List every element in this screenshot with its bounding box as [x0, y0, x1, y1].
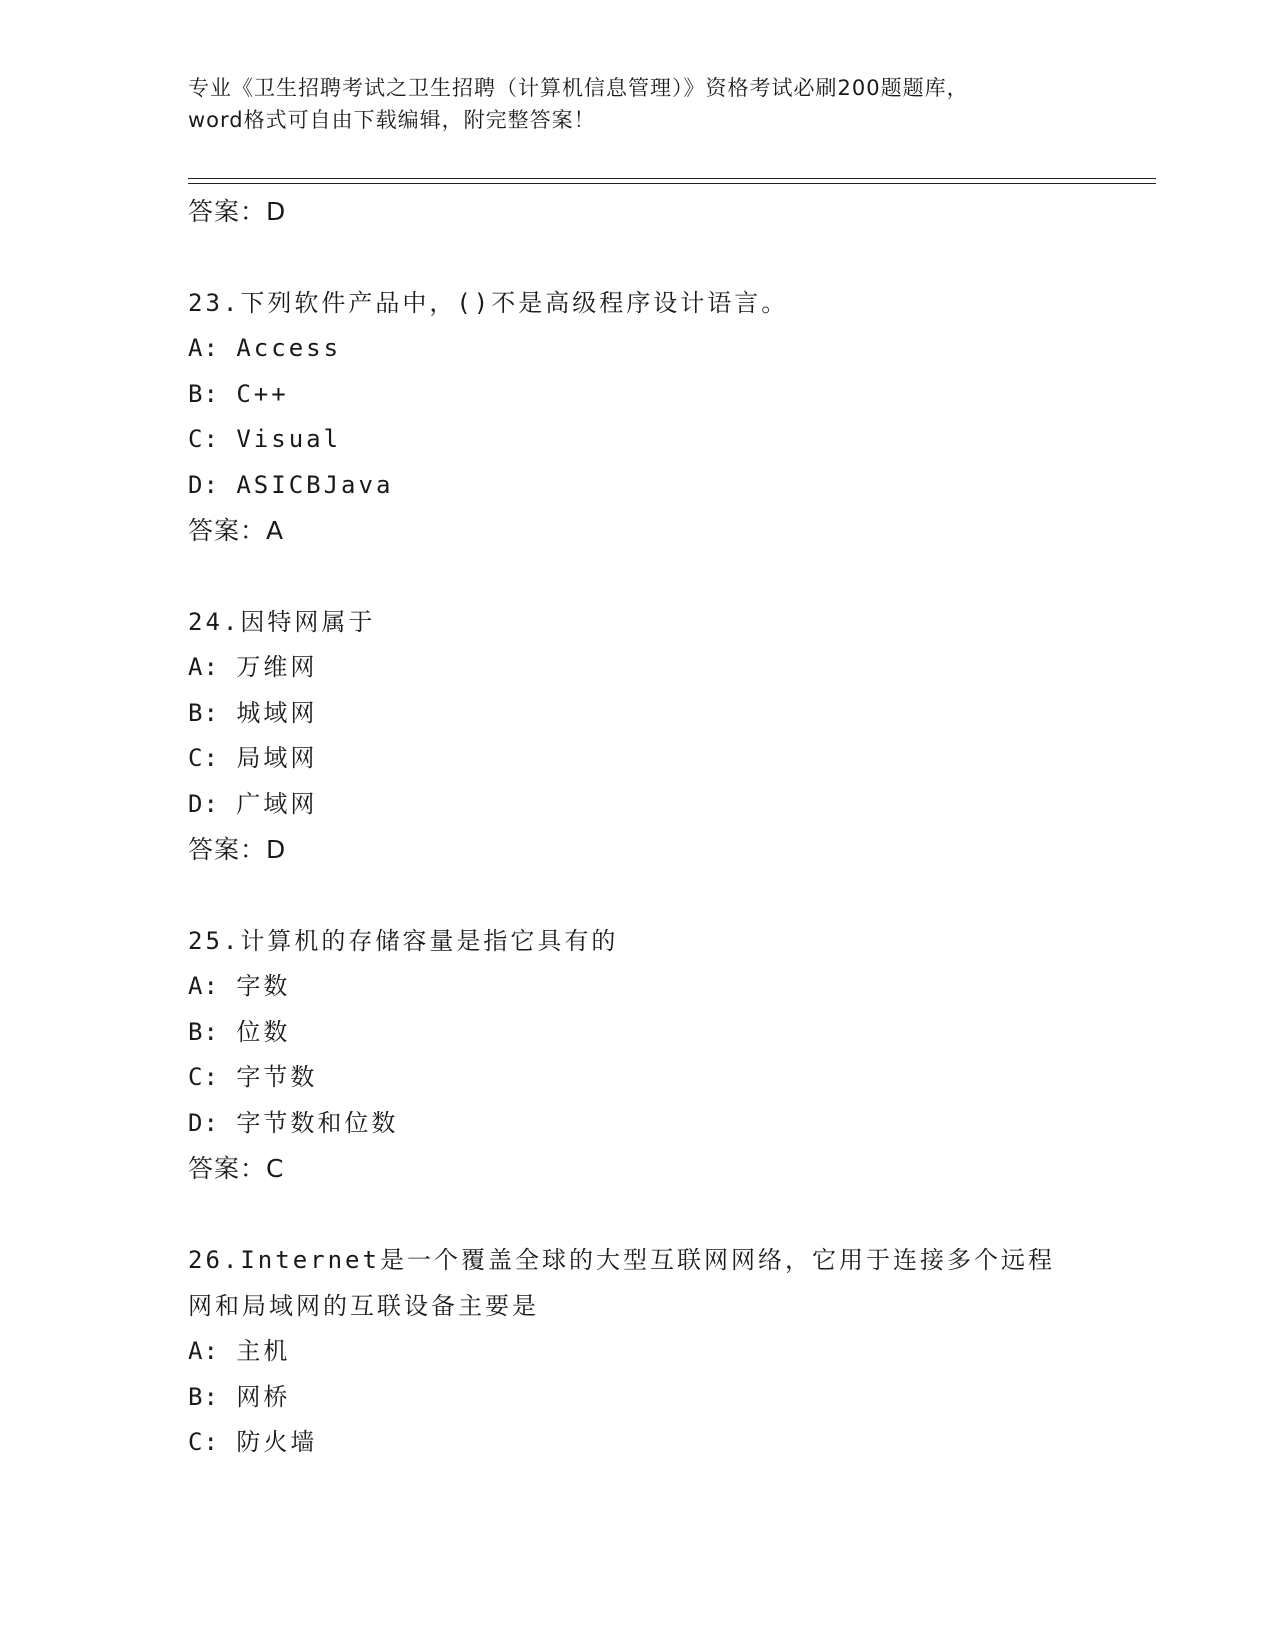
option-text: C++	[236, 379, 289, 408]
option-text: Access	[236, 334, 342, 362]
previous-answer: 答案：D	[188, 197, 287, 226]
option-letter: B:	[188, 1017, 219, 1046]
answer-line: 答案：D	[188, 835, 287, 864]
option-letter: A:	[188, 972, 219, 1000]
option-text: 位数	[236, 1017, 291, 1046]
question-text-line1: 26.Internet是一个覆盖全球的大型互联网网络，它用于连接多个远程	[188, 1246, 1055, 1274]
option-a	[188, 645, 1156, 691]
option-text: ASICBJava	[236, 470, 394, 499]
option-letter: D:	[188, 470, 219, 499]
answer-line: 答案：A	[188, 516, 285, 545]
question-text: 24.因特网属于	[188, 608, 376, 636]
option-letter: A:	[188, 653, 219, 681]
option-letter: D:	[188, 1108, 219, 1137]
option-text: 字节数和位数	[236, 1108, 399, 1137]
header-title-line1: 专业《卫生招聘考试之卫生招聘（计算机信息管理）》资格考试必刷200题题库，	[188, 76, 969, 100]
option-b	[188, 372, 1156, 418]
option-text: 网桥	[236, 1382, 291, 1411]
option-text: 局域网	[236, 744, 318, 772]
question-item	[188, 280, 1156, 554]
option-letter: B:	[188, 379, 219, 408]
option-text: Visual	[236, 425, 342, 453]
option-text: 广域网	[236, 789, 318, 818]
option-text: 城域网	[236, 698, 318, 727]
option-d	[188, 463, 1156, 509]
option-a	[188, 1329, 1156, 1375]
option-text: 主机	[236, 1337, 291, 1365]
option-b	[188, 1375, 1156, 1421]
option-letter: C:	[188, 1063, 219, 1091]
question-text: 23.下列软件产品中，()不是高级程序设计语言。	[188, 289, 789, 317]
option-letter: B:	[188, 698, 219, 727]
option-letter: A:	[188, 1337, 219, 1365]
header-divider-top	[188, 178, 1156, 179]
option-letter: C:	[188, 744, 219, 772]
option-letter: C:	[188, 425, 219, 453]
option-text: 字节数	[236, 1063, 318, 1091]
option-c	[188, 417, 1156, 463]
option-b	[188, 1010, 1156, 1056]
question-text-line2: 网和局域网的互联设备主要是	[188, 1292, 539, 1320]
option-text: 防火墙	[236, 1428, 318, 1456]
question-item	[188, 1237, 1156, 1466]
question-item	[188, 918, 1156, 1192]
question-item	[188, 599, 1156, 873]
option-letter: A:	[188, 334, 219, 362]
option-letter: D:	[188, 789, 219, 818]
option-letter: C:	[188, 1428, 219, 1456]
answer-line: 答案：C	[188, 1154, 285, 1183]
question-list	[188, 189, 1156, 1466]
option-text: 万维网	[236, 653, 318, 681]
option-c	[188, 1055, 1156, 1101]
option-c	[188, 1420, 1156, 1466]
option-a	[188, 326, 1156, 372]
document-header	[188, 72, 1088, 136]
option-text: 字数	[236, 972, 291, 1000]
header-divider-bottom	[188, 183, 1156, 184]
option-d	[188, 1101, 1156, 1147]
option-b	[188, 691, 1156, 737]
option-d	[188, 782, 1156, 828]
header-title-line2: word格式可自由下载编辑，附完整答案！	[188, 108, 596, 132]
option-c	[188, 736, 1156, 782]
option-a	[188, 964, 1156, 1010]
question-text: 25.计算机的存储容量是指它具有的	[188, 927, 619, 955]
option-letter: B:	[188, 1382, 219, 1411]
